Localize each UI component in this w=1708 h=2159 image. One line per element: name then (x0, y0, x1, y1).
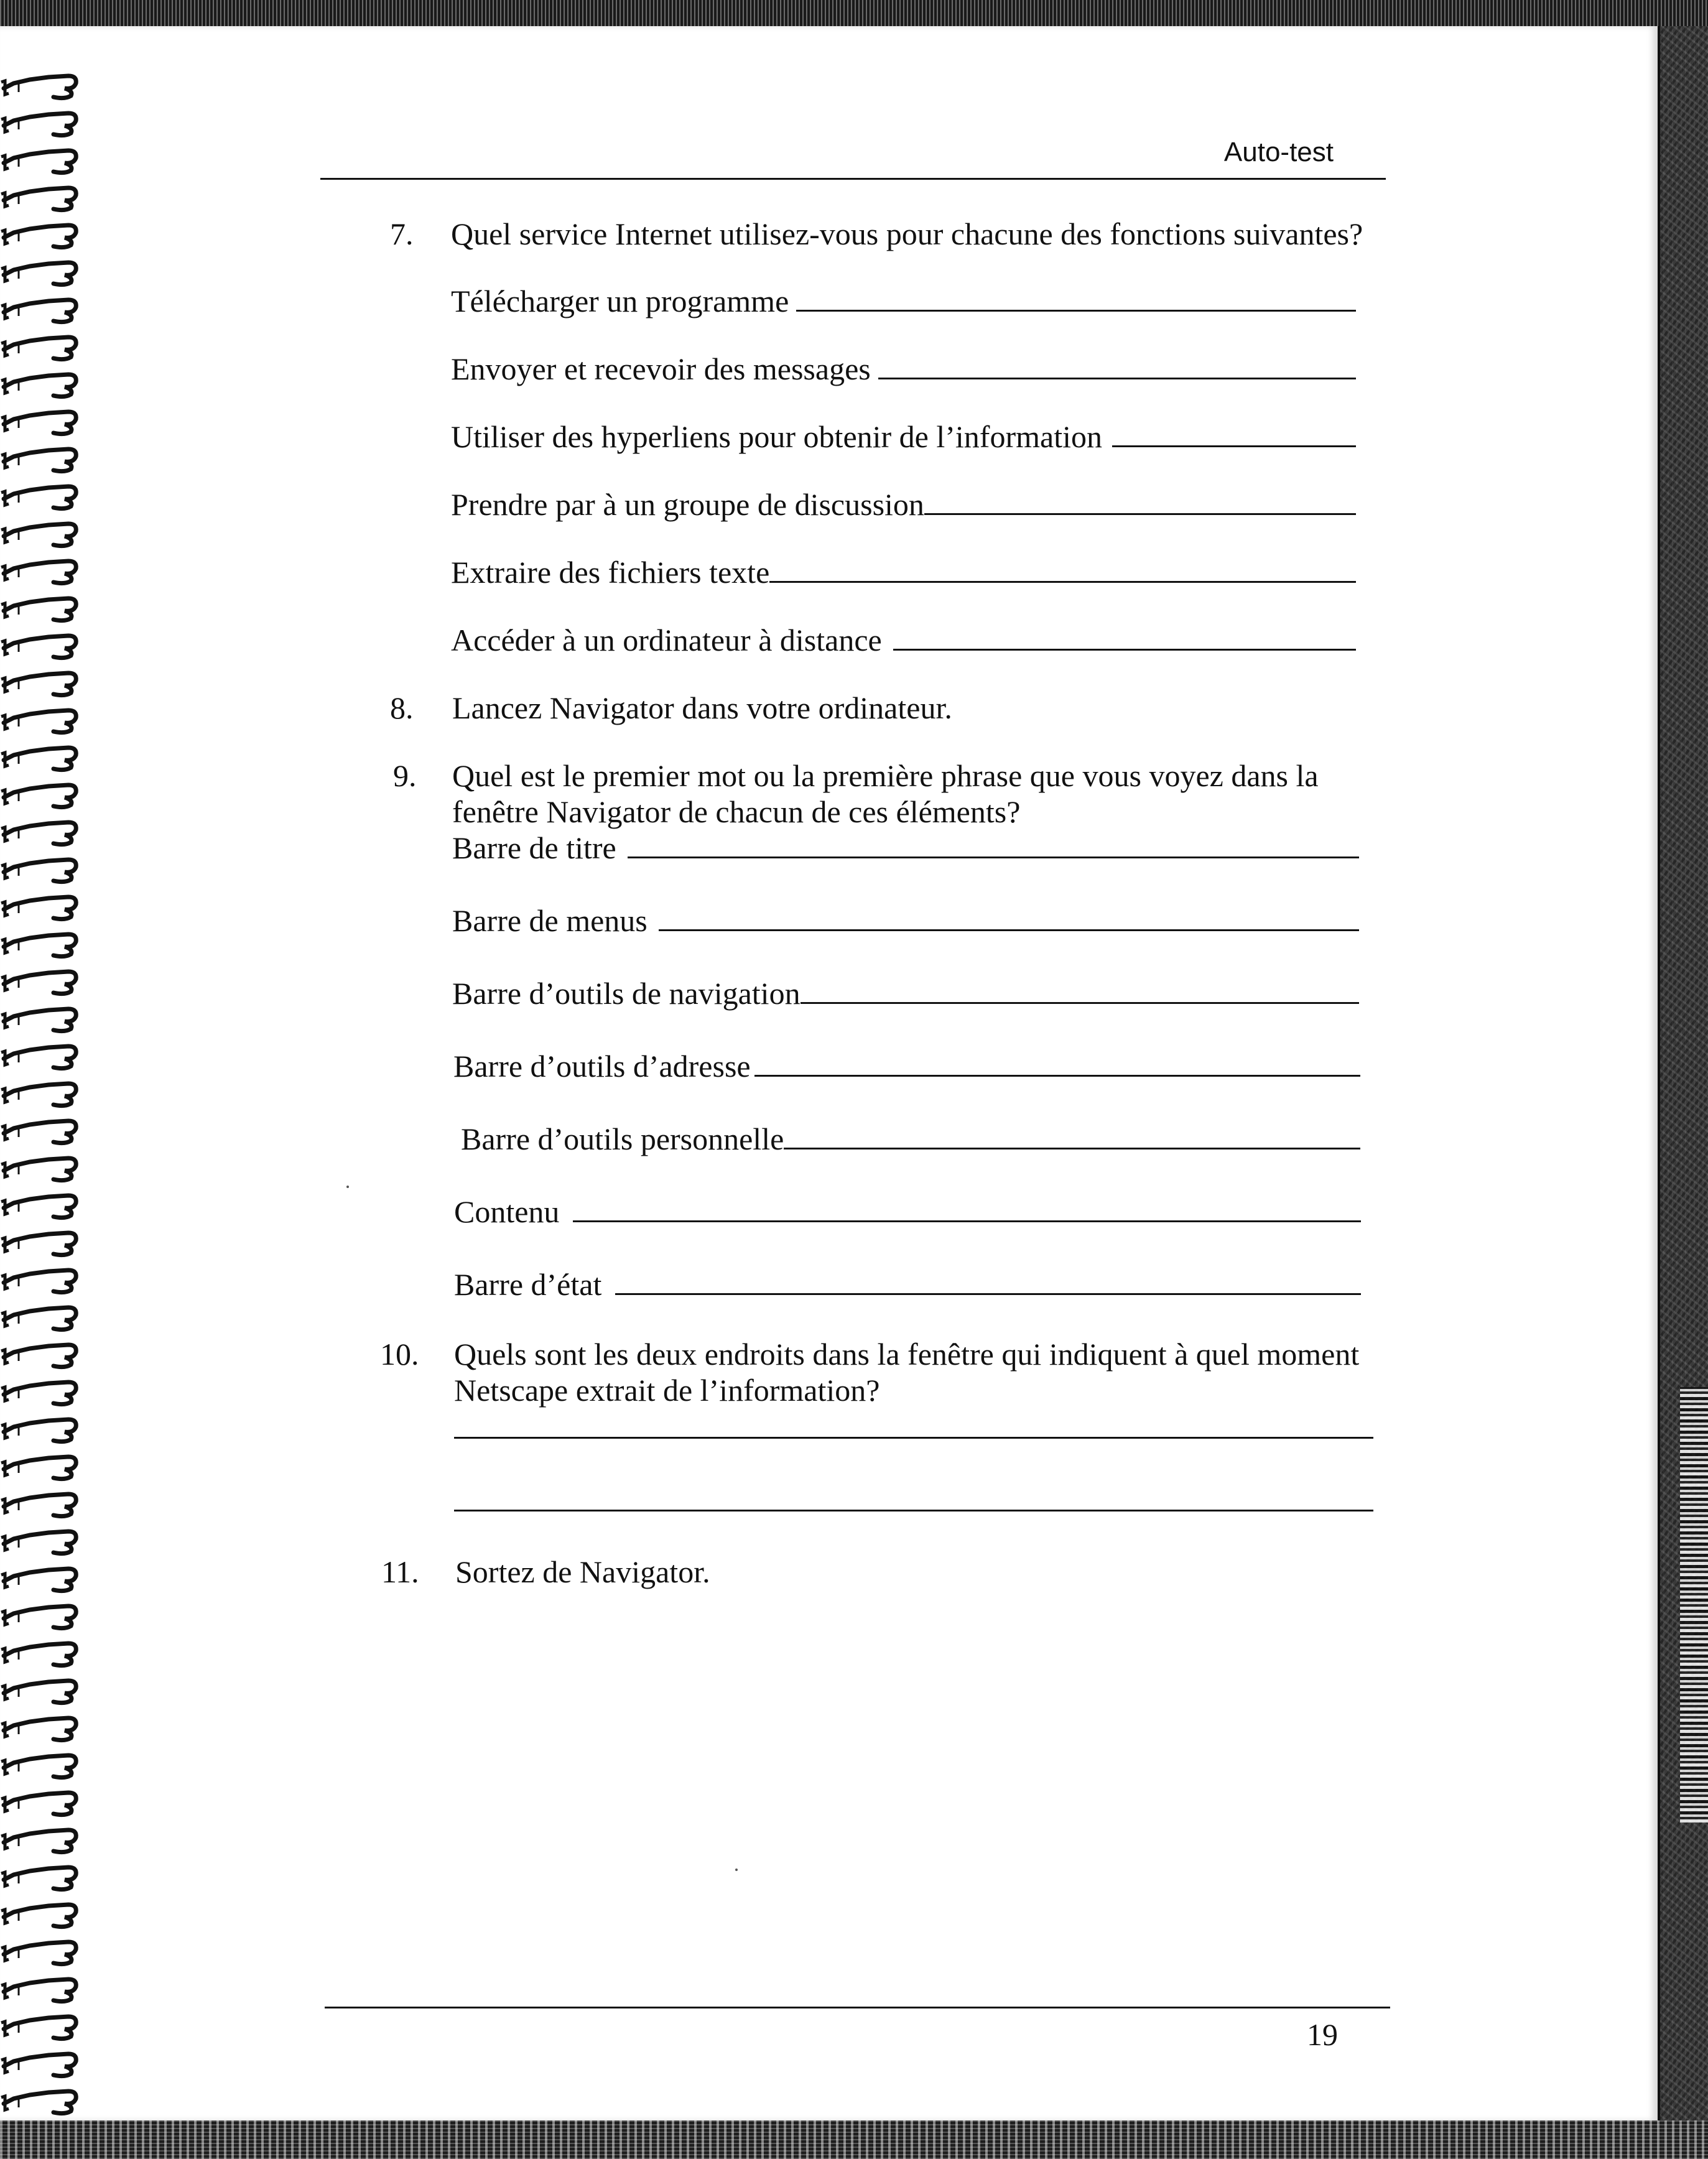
q8-number: 8. (390, 690, 414, 725)
q9-item-label: Barre d’outils d’adresse (453, 1049, 751, 1084)
answer-blank[interactable] (801, 976, 1359, 1004)
q9-number: 9. (393, 758, 417, 793)
q9-item-label: Barre d’état (454, 1267, 602, 1302)
answer-blank[interactable] (573, 1194, 1361, 1222)
answer-blank[interactable] (754, 1049, 1360, 1077)
q9-item-row (452, 829, 1359, 866)
q7-item-row (451, 486, 1356, 523)
q9-item-label: Barre de titre (452, 830, 616, 865)
q9-item-label: Contenu (454, 1194, 560, 1229)
footer-rule (325, 2007, 1390, 2008)
answer-blank[interactable] (1112, 419, 1356, 447)
q7-item-row (451, 282, 1356, 320)
q7-item-label: Extraire des fichiers texte (451, 555, 770, 590)
q10-number: 10. (380, 1337, 419, 1372)
scan-top-edge (0, 0, 1708, 26)
q7-item-label: Accéder à un ordinateur à distance (451, 623, 882, 657)
q11-number: 11. (381, 1554, 419, 1589)
q7-item-row (451, 350, 1356, 388)
q7-number: 7. (390, 216, 414, 251)
q7-item-row (451, 621, 1356, 659)
q9-item-label: Barre de menus (452, 903, 647, 938)
answer-blank[interactable] (893, 623, 1356, 651)
q10-text-line2: Netscape extrait de l’information? (454, 1373, 880, 1408)
answer-blank[interactable] (924, 487, 1356, 515)
q10-text-line1: Quels sont les deux endroits dans la fenêtre qui indiquent à quel moment (454, 1337, 1360, 1372)
answer-blank[interactable] (454, 1510, 1373, 1511)
q9-item-row (454, 1193, 1361, 1230)
answer-blank[interactable] (628, 830, 1359, 858)
page-number: 19 (1307, 2017, 1338, 2052)
q7-item-label: Envoyer et recevoir des messages (451, 351, 871, 386)
header-title: Auto-test (1223, 137, 1334, 167)
q7-item-label: Télécharger un programme (451, 284, 789, 318)
q7-item-row (451, 554, 1356, 591)
scan-speck (346, 1186, 349, 1188)
workbook-page (0, 26, 1660, 2121)
spiral-binding (0, 70, 84, 2129)
answer-blank[interactable] (769, 555, 1356, 583)
scan-bottom-edge (0, 2120, 1708, 2159)
scan-side-artifact (1680, 1387, 1708, 1822)
q9-item-row (452, 975, 1359, 1012)
q7-item-label: Prendre par à un groupe de discussion (451, 487, 924, 522)
answer-blank[interactable] (615, 1267, 1361, 1295)
q8-text: Lancez Navigator dans votre ordinateur. (452, 690, 952, 725)
q7-item-label: Utiliser des hyperliens pour obtenir de l’information (451, 419, 1102, 454)
q7-item-row (451, 418, 1356, 455)
q9-item-row (452, 902, 1359, 939)
q9-item-row (454, 1266, 1361, 1303)
q9-item-label: Barre d’outils de navigation (452, 976, 801, 1011)
answer-blank[interactable] (796, 284, 1356, 312)
q9-item-label: Barre d’outils personnelle (461, 1121, 784, 1156)
q9-text-line1: Quel est le premier mot ou la première phrase que vous voyez dans la (452, 758, 1319, 793)
answer-blank[interactable] (659, 903, 1359, 931)
answer-blank[interactable] (454, 1437, 1373, 1439)
q7-text: Quel service Internet utilisez-vous pour chacune des fonctions suivantes? (451, 216, 1363, 251)
q9-item-row (461, 1120, 1360, 1158)
q9-item-row (453, 1047, 1360, 1085)
scan-speck (735, 1869, 738, 1871)
q11-text: Sortez de Navigator. (455, 1554, 710, 1589)
header-rule (320, 178, 1386, 180)
answer-blank[interactable] (878, 351, 1356, 379)
q9-text-line2: fenêtre Navigator de chacun de ces éléments? (452, 794, 1021, 829)
answer-blank[interactable] (784, 1121, 1360, 1149)
